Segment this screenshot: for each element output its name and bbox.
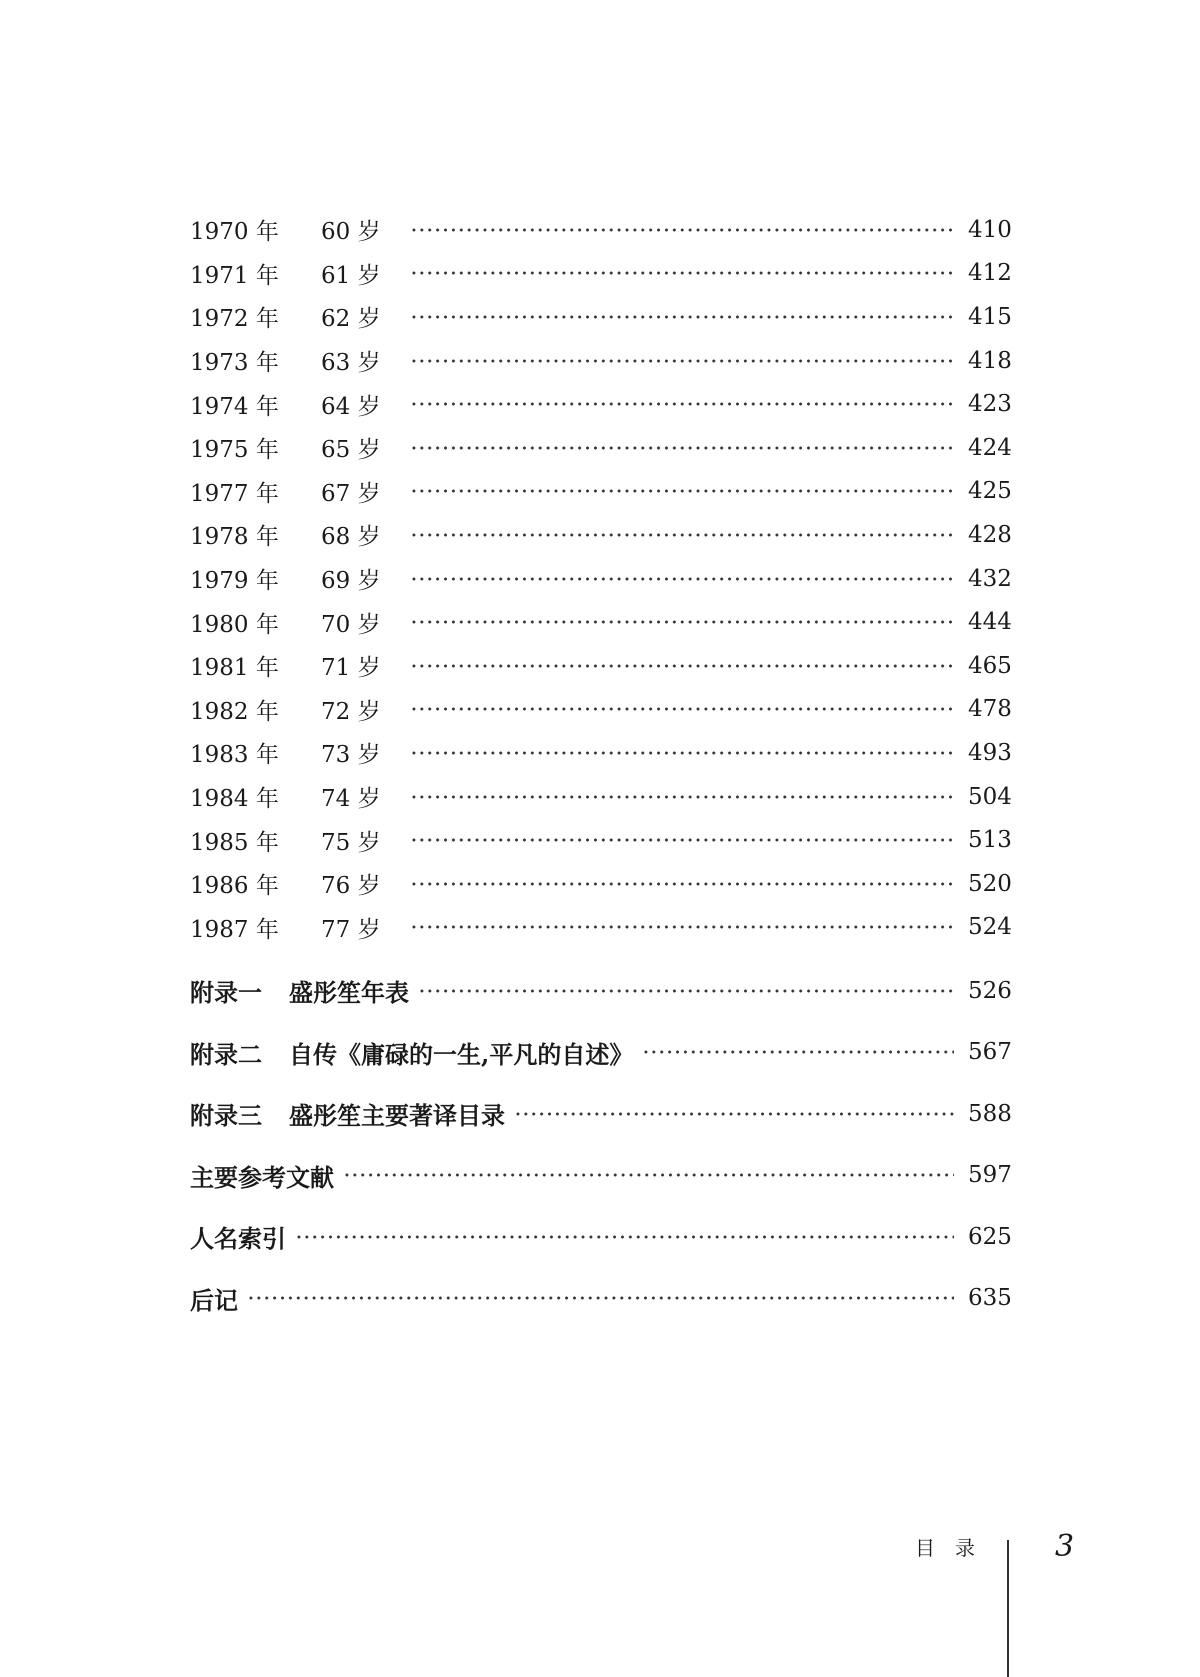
toc-page-number: 444 <box>968 609 1012 636</box>
dot-leader <box>410 271 954 275</box>
toc-section-label <box>190 1035 633 1070</box>
dot-leader <box>642 1050 954 1054</box>
toc-page-number: 567 <box>968 1039 1012 1066</box>
toc-page-number: 423 <box>968 391 1012 418</box>
toc-page-number: 415 <box>968 303 1012 330</box>
toc-page-number: 428 <box>968 521 1012 548</box>
footer-vertical-rule <box>1007 1540 1009 1677</box>
toc-section-title: 主要参考文献 <box>190 1162 334 1192</box>
dot-leader <box>295 1235 954 1239</box>
toc-year: 1971 年 <box>190 262 279 289</box>
toc-age: 76 岁 <box>321 873 381 900</box>
toc-section-title: 盛彤笙主要著译目录 <box>289 1101 505 1131</box>
toc-year: 1975 年 <box>190 437 279 464</box>
toc-page-number: 465 <box>968 652 1012 679</box>
dot-leader <box>410 489 954 493</box>
toc-section-label <box>190 1219 286 1254</box>
toc-section-label <box>190 973 409 1008</box>
toc-section-prefix: 附录一 <box>190 978 262 1008</box>
toc-page-number: 597 <box>968 1162 1012 1189</box>
toc-section-label <box>190 1281 238 1316</box>
year-entries <box>190 208 1012 949</box>
toc-year: 1974 年 <box>190 393 279 420</box>
toc-year-row <box>190 470 1012 514</box>
toc-year-row <box>190 557 1012 601</box>
toc-year-row <box>190 382 1012 426</box>
toc-page-number: 425 <box>968 478 1012 505</box>
toc-year: 1982 年 <box>190 698 279 725</box>
toc-age: 60 岁 <box>321 219 381 246</box>
toc-page-number: 588 <box>968 1100 1012 1127</box>
toc-section-title: 人名索引 <box>190 1224 286 1254</box>
toc-section-row <box>190 1022 1012 1084</box>
toc-year-row <box>190 513 1012 557</box>
toc-year: 1987 年 <box>190 916 279 943</box>
toc-age: 74 岁 <box>321 786 381 813</box>
toc-age: 75 岁 <box>321 829 381 856</box>
toc-page-number: 493 <box>968 739 1012 766</box>
dot-leader <box>410 620 954 624</box>
toc-year: 1977 年 <box>190 480 279 507</box>
toc-section-row <box>190 1083 1012 1145</box>
toc-page-number: 526 <box>968 977 1012 1004</box>
toc-page-number: 513 <box>968 827 1012 854</box>
dot-leader <box>410 751 954 755</box>
dot-leader <box>514 1112 954 1116</box>
table-of-contents <box>190 208 1012 1329</box>
toc-year: 1973 年 <box>190 350 279 377</box>
toc-age: 77 岁 <box>321 916 381 943</box>
toc-age: 67 岁 <box>321 480 381 507</box>
toc-year-row <box>190 862 1012 906</box>
toc-year-row <box>190 644 1012 688</box>
toc-year: 1978 年 <box>190 524 279 551</box>
dot-leader <box>410 533 954 537</box>
toc-year-row <box>190 426 1012 470</box>
toc-page-number: 504 <box>968 783 1012 810</box>
toc-page-number: 418 <box>968 347 1012 374</box>
page-number: 3 <box>1055 1529 1075 1564</box>
toc-page-number: 478 <box>968 696 1012 723</box>
appendix-entries <box>190 960 1012 1329</box>
toc-year-row <box>190 252 1012 296</box>
toc-section-title: 后记 <box>190 1285 238 1315</box>
toc-year: 1983 年 <box>190 742 279 769</box>
toc-year-row <box>190 818 1012 862</box>
dot-leader <box>343 1173 954 1177</box>
toc-year: 1970 年 <box>190 219 279 246</box>
toc-year-row <box>190 906 1012 950</box>
toc-age: 73 岁 <box>321 742 381 769</box>
toc-section-prefix: 附录二 <box>190 1039 262 1069</box>
toc-page-number: 524 <box>968 914 1012 941</box>
toc-year-row <box>190 600 1012 644</box>
toc-year: 1981 年 <box>190 655 279 682</box>
dot-leader <box>410 228 954 232</box>
toc-year: 1979 年 <box>190 568 279 595</box>
toc-age: 68 岁 <box>321 524 381 551</box>
toc-section-title: 自传《庸碌的一生,平凡的自述》 <box>289 1039 634 1069</box>
toc-year-row <box>190 295 1012 339</box>
toc-page-number: 432 <box>968 565 1012 592</box>
toc-age: 61 岁 <box>321 262 381 289</box>
toc-age: 62 岁 <box>321 306 381 333</box>
toc-age: 69 岁 <box>321 568 381 595</box>
toc-page-number: 424 <box>968 434 1012 461</box>
dot-leader <box>418 989 954 993</box>
dot-leader <box>410 315 954 319</box>
toc-page-number: 412 <box>968 260 1012 287</box>
toc-year-row <box>190 731 1012 775</box>
toc-page-number: 635 <box>968 1285 1012 1312</box>
dot-leader <box>410 664 954 668</box>
toc-age: 71 岁 <box>321 655 381 682</box>
dot-leader <box>410 795 954 799</box>
toc-age: 70 岁 <box>321 611 381 638</box>
toc-year-row <box>190 208 1012 252</box>
toc-section-label <box>190 1096 505 1131</box>
toc-age: 64 岁 <box>321 393 381 420</box>
dot-leader <box>410 577 954 581</box>
toc-year-row <box>190 775 1012 819</box>
toc-age: 65 岁 <box>321 437 381 464</box>
dot-leader <box>410 359 954 363</box>
toc-year-row <box>190 339 1012 383</box>
toc-year: 1980 年 <box>190 611 279 638</box>
toc-section-title: 盛彤笙年表 <box>289 978 409 1008</box>
toc-year: 1972 年 <box>190 306 279 333</box>
toc-page-number: 520 <box>968 870 1012 897</box>
toc-section-row <box>190 960 1012 1022</box>
toc-year: 1985 年 <box>190 829 279 856</box>
dot-leader <box>410 707 954 711</box>
toc-year: 1984 年 <box>190 786 279 813</box>
toc-section-prefix: 附录三 <box>190 1101 262 1131</box>
dot-leader <box>410 838 954 842</box>
running-title: 目录 <box>915 1536 995 1560</box>
toc-page-number: 625 <box>968 1223 1012 1250</box>
toc-section-label <box>190 1158 334 1193</box>
toc-age: 63 岁 <box>321 350 381 377</box>
toc-page-number: 410 <box>968 216 1012 243</box>
dot-leader <box>410 882 954 886</box>
dot-leader <box>410 446 954 450</box>
dot-leader <box>410 925 954 929</box>
toc-section-row <box>190 1145 1012 1207</box>
dot-leader <box>247 1296 954 1300</box>
toc-section-row <box>190 1206 1012 1268</box>
toc-year-row <box>190 688 1012 732</box>
toc-year: 1986 年 <box>190 873 279 900</box>
toc-section-row <box>190 1268 1012 1330</box>
dot-leader <box>410 402 954 406</box>
toc-age: 72 岁 <box>321 698 381 725</box>
